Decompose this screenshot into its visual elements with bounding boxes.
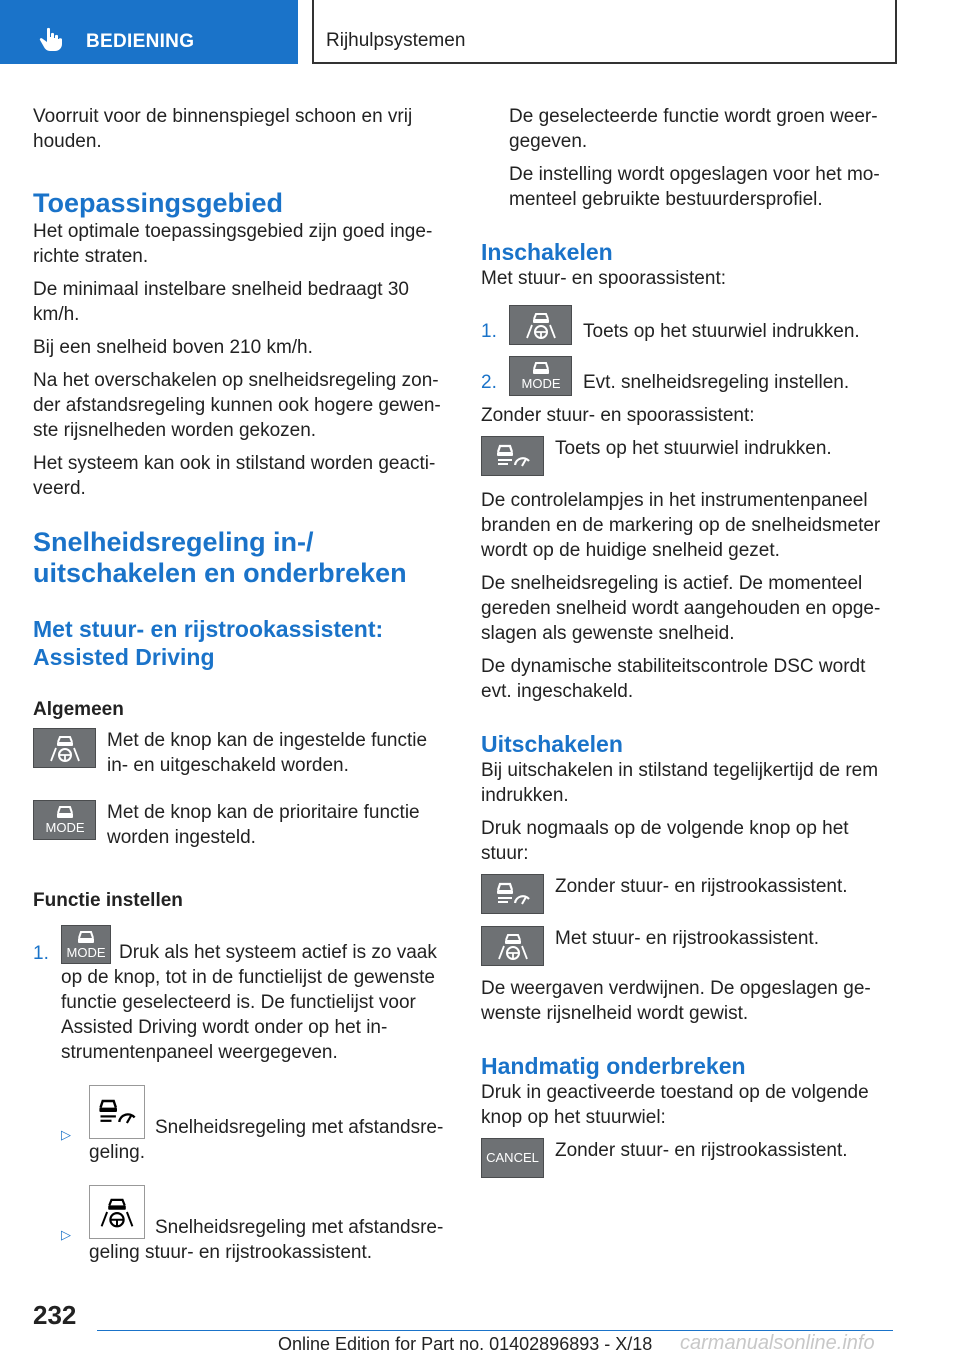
paragraph: Met stuur- en rijstrookassistent. xyxy=(555,928,819,949)
page-footer xyxy=(0,1300,960,1362)
watermark: carmanualsonline.info xyxy=(680,1332,875,1354)
hand-pointer-icon xyxy=(38,26,64,57)
paragraph: Bij uitschakelen in stilstand tegelijkertijd de rem indrukken. xyxy=(481,760,879,806)
paragraph: Evt. snelheidsregeling instellen. xyxy=(583,372,850,393)
paragraph: De snelheidsregeling is actief. De momenteel gereden snelheid wordt aangehouden en opgeslagen als gewenste snelheid. xyxy=(481,573,881,644)
paragraph: Toets op het stuurwiel indrukken. xyxy=(555,438,832,459)
footer-divider xyxy=(97,1330,893,1331)
paragraph: De weergaven verdwijnen. De opgeslagen gewenste rijsnelheid wordt gewist. xyxy=(481,978,871,1024)
mode-button-icon xyxy=(61,925,111,964)
cancel-button-icon: CANCEL xyxy=(481,1138,544,1178)
bullet-marker: ▷ xyxy=(61,1127,71,1142)
heading-functie-instellen: Functie instellen xyxy=(33,890,183,911)
list-number: 1. xyxy=(33,943,49,964)
intro-text: Voorruit voor de binnenspiegel schoon en vrij houden. xyxy=(33,106,413,152)
section-title: BEDIENING xyxy=(86,31,195,52)
mode-button-icon xyxy=(509,356,572,396)
list-item xyxy=(481,1138,897,1178)
heading-assisted-driving: Met stuur- en rijstrookassistent: Assisted Driving xyxy=(33,616,384,670)
paragraph: De dynamische stabiliteitscontrole DSC wordt evt. ingeschakeld. xyxy=(481,656,866,702)
list-item xyxy=(33,728,449,786)
paragraph: Snelheidsregeling met afstandsregeling. xyxy=(61,1085,449,1165)
paragraph: Het optimale toepassingsgebied zijn goed ingerichte straten. xyxy=(33,221,433,267)
acc-button-icon xyxy=(481,874,544,914)
paragraph: Met stuur- en spoorassistent: xyxy=(481,268,726,289)
paragraph: De instelling wordt opgeslagen voor het momenteel gebruikte bestuurdersprofiel. xyxy=(509,164,880,210)
paragraph: MODE Druk als het systeem actief is zo vaak op de knop, tot in de functielijst de gewenste functie geselecteerd is. De functielijst voor Assisted Driving wordt onder op het instrumentenpaneel weergegeven. xyxy=(61,925,449,1065)
section-tab xyxy=(0,0,298,64)
list-item xyxy=(33,800,449,858)
paragraph: De geselecteerde functie wordt groen weergegeven. xyxy=(509,106,878,152)
chapter-title: Rijhulpsystemen xyxy=(326,30,466,51)
paragraph: Druk in geactiveerde toestand op de volgende knop op het stuurwiel: xyxy=(481,1082,869,1128)
heading-inschakelen: Inschakelen xyxy=(481,239,613,265)
paragraph: Met de knop kan de prioritaire functie worden ingesteld. xyxy=(107,802,420,848)
edition-text: Online Edition for Part no. 01402896893 - X/18 xyxy=(278,1334,653,1354)
list-number: 1. xyxy=(481,321,497,342)
svg-text:MODE: MODE xyxy=(66,944,106,960)
right-column xyxy=(481,104,897,1178)
list-item xyxy=(33,925,449,1073)
paragraph: Zonder stuur- en rijstrookassistent. xyxy=(555,876,848,897)
paragraph: Het systeem kan ook in stilstand worden geactiveerd. xyxy=(33,453,436,499)
heading-algemeen: Algemeen xyxy=(33,699,124,720)
assist-button-icon xyxy=(481,926,544,966)
paragraph: Zonder stuur- en rijstrookassistent. xyxy=(555,1140,848,1161)
heading-snelheidsregeling: Snelheidsregeling in-/ uitschakelen en onderbreken xyxy=(33,527,407,588)
left-column xyxy=(33,104,449,1273)
assist-button-icon xyxy=(33,728,96,768)
paragraph: Bij een snelheid boven 210 km/h. xyxy=(33,337,313,358)
list-item xyxy=(61,1085,449,1173)
page-number: 232 xyxy=(33,1300,77,1330)
heading-uitschakelen: Uitschakelen xyxy=(481,731,623,757)
list-number: 2. xyxy=(481,372,497,393)
list-item xyxy=(481,305,897,352)
heading-toepassingsgebied: Toepassingsgebied xyxy=(33,188,284,218)
assist-button-icon xyxy=(509,305,572,345)
bullet-marker: ▷ xyxy=(61,1227,71,1242)
assist-button-icon xyxy=(89,1185,145,1239)
paragraph: Snelheidsregeling met afstandsregeling stuur- en rijstrookassistent. xyxy=(61,1185,449,1265)
list-item xyxy=(481,436,897,476)
paragraph: De minimaal instelbare snelheid bedraagt 30 km/h. xyxy=(33,279,410,325)
paragraph: Druk nogmaals op de volgende knop op het stuur: xyxy=(481,818,849,864)
list-item xyxy=(481,874,897,914)
svg-text:MODE: MODE xyxy=(45,820,84,835)
paragraph: Zonder stuur- en spoorassistent: xyxy=(481,405,755,426)
acc-button-icon xyxy=(481,436,544,476)
list-item xyxy=(481,926,897,966)
list-item xyxy=(481,356,897,403)
paragraph: Met de knop kan de ingestelde functie in- en uitgeschakeld worden. xyxy=(107,730,428,776)
svg-text:MODE: MODE xyxy=(521,376,560,391)
list-item xyxy=(61,1185,449,1273)
paragraph: Na het overschakelen op snelheidsregeling zonder afstandsregeling kunnen ook hogere gewenste rijsnelheden worden gekozen. xyxy=(33,370,441,441)
chapter-tab xyxy=(312,0,897,64)
mode-button-icon xyxy=(33,800,96,840)
heading-handmatig-onderbreken: Handmatig onderbreken xyxy=(481,1053,746,1079)
acc-button-icon xyxy=(89,1085,145,1139)
paragraph: Toets op het stuurwiel indrukken. xyxy=(583,321,860,342)
paragraph: De controlelampjes in het instrumentenpaneel branden en de markering op de snelheidsmeter wordt op de huidige snelheid gezet. xyxy=(481,490,881,561)
